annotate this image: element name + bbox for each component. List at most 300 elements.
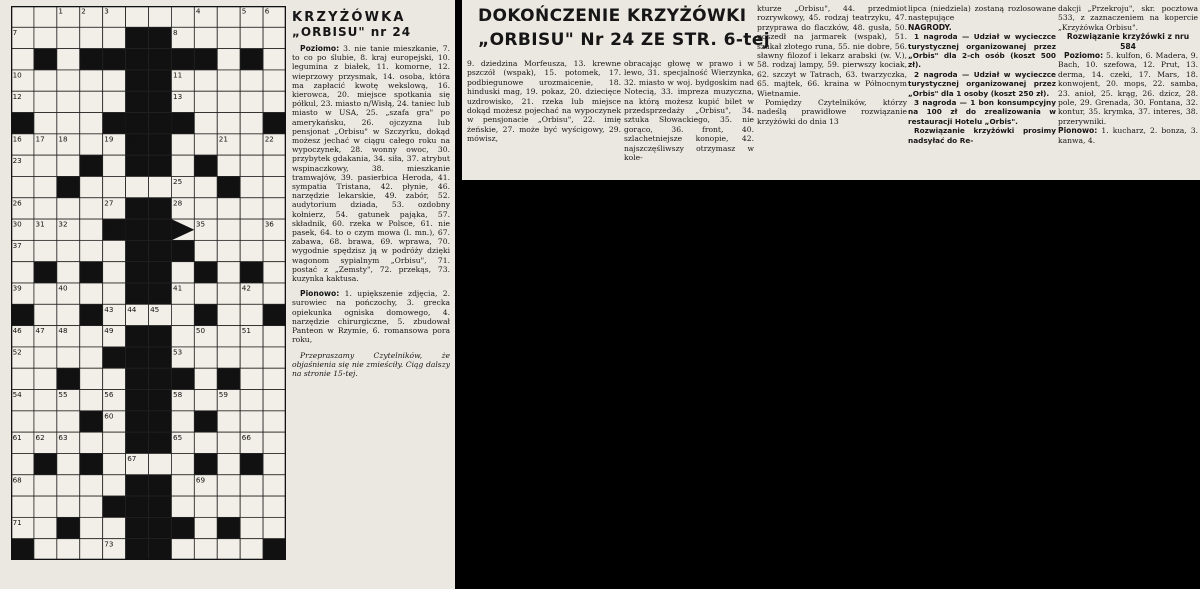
grid-block [240,453,263,474]
clue-number-23: 23 [12,155,22,165]
grid-block [149,113,172,134]
grid-block [126,70,149,91]
grid-cell [217,49,240,70]
grid-cell [171,496,194,517]
grid-block [80,49,103,70]
grid-cell [57,27,80,48]
grid-block [149,219,172,240]
grid-cell [57,539,80,560]
grid-cell [171,411,194,432]
clue-number-42: 42 [241,283,251,293]
grid-block [149,198,172,219]
grid-cell [103,27,126,48]
grid-block [103,347,126,368]
grid-block [217,176,240,197]
clue-number-61: 61 [12,432,22,442]
grid-block [34,262,57,283]
clue-number-12: 12 [12,91,22,101]
grid-cell [240,27,263,48]
clue-number-45: 45 [150,304,160,314]
grid-cell [57,304,80,325]
grid-cell [103,262,126,283]
clue-number-46: 46 [12,326,22,336]
grid-cell [263,70,286,91]
grid-cell [171,134,194,155]
grid-block [149,134,172,155]
grid-cell [194,91,217,112]
clue-number-20: 20 [127,134,137,144]
clue-number-22: 22 [264,134,274,144]
puzzle-title: KRZYŻÓWKA [292,10,406,25]
solution-across-heading: Poziomo: [1064,51,1104,61]
clue-number-30: 30 [12,219,22,229]
grid-block [240,49,263,70]
grid-cell [34,113,57,134]
clue-number-56: 56 [104,390,114,400]
grid-block [263,539,286,560]
prize-3: 3 nagroda — 1 bon konsumpcyjny na 100 zł do zrealizowania w restauracji Hotelu „Orbis". [908,98,1056,126]
clue-number-55: 55 [58,390,68,400]
grid-block [80,411,103,432]
grid-block [171,368,194,389]
grid-cell [217,262,240,283]
grid-cell [171,262,194,283]
grid-cell [103,70,126,91]
clue-number-37: 37 [12,241,22,250]
clue-number-47: 47 [35,326,45,336]
grid-cell [194,517,217,538]
grid-block [126,113,149,134]
grid-cell [57,198,80,219]
clue-number-44: 44 [127,304,137,314]
grid-cell [263,240,286,261]
grid-cell [171,326,194,347]
grid-cell [80,390,103,411]
grid-cell [217,475,240,496]
clue-number-72: 72 [173,518,183,527]
grid-cell [263,517,286,538]
grid-cell [103,453,126,474]
prize-intro: Pomiędzy Czytelników, którzy nadeślą prawidłowe rozwiązanie krzyżówki do dnia 13 [757,98,907,126]
grid-cell [240,91,263,112]
grid-block [80,304,103,325]
grid-cell [194,539,217,560]
clue-number-53: 53 [173,347,183,357]
grid-cell [194,347,217,368]
solution-heading: Rozwiązanie krzyżówki z nru 584 [1066,32,1190,51]
clue-number-15: 15 [173,113,183,123]
grid-cell [194,432,217,453]
grid-block [149,27,172,48]
grid-cell [57,262,80,283]
grid-cell [149,6,172,27]
grid-block [149,49,172,70]
clue-number-49: 49 [104,326,114,336]
grid-cell [171,6,194,27]
grid-cell [80,432,103,453]
grid-block [149,496,172,517]
grid-block [126,517,149,538]
clue-number-8: 8 [173,27,178,37]
clue-number-1: 1 [58,6,63,16]
grid-cell [263,283,286,304]
clue-number-60: 60 [104,411,114,421]
grid-block [80,262,103,283]
grid-cell [103,368,126,389]
continuation-heading [478,4,798,52]
send-address: dakcji „Przekroju", skr. pocztowa 533, z zaznaczeniem na kopercie „Krzyżówka Orbisu". [1058,4,1198,32]
grid-cell [217,283,240,304]
clue-number-40: 40 [58,283,68,293]
grid-cell [103,517,126,538]
grid-cell [80,70,103,91]
send-instructions: Rozwiązanie krzyżówki prosimy nadsyłać do Re- [908,126,1056,145]
grid-cell [80,539,103,560]
clue-number-73: 73 [104,539,114,549]
grid-cell [80,475,103,496]
grid-block [194,304,217,325]
grid-block [149,91,172,112]
grid-cell [80,176,103,197]
clue-number-50: 50 [195,326,206,336]
grid-block [194,262,217,283]
grid-cell [149,453,172,474]
grid-cell [57,496,80,517]
grid-cell [34,240,57,261]
grid-cell [194,176,217,197]
grid-cell [263,176,286,197]
grid-cell [103,475,126,496]
grid-block [11,539,34,560]
grid-cell [240,155,263,176]
grid-cell [57,113,80,134]
grid-cell [263,432,286,453]
across-clues [292,44,450,283]
grid-block [194,453,217,474]
grid-cell [57,91,80,112]
grid-cell [34,475,57,496]
grid-cell [34,70,57,91]
clue-number-35: 35 [195,219,206,229]
clue-number-5: 5 [241,6,247,16]
grid-cell [80,27,103,48]
clue-number-34: 34 [127,219,137,229]
clue-number-58: 58 [173,390,183,400]
clue-number-54: 54 [12,390,22,400]
remaining-clues: kturze „Orbisu", 44. przedmiot rozrywkowy, 45. rodzaj teatrzyku, 47. przyprawa do flaczków, 48. gusła, 50. poszedł na jarmarek (wspak), 51. szukał złotego runa, 55. nie dobre, 56. sławny filozof i lekarz arabski (w. V.), 58. rodzaj lampy, 59. pierwszy kociak, 62. szczyt w Tatrach, 63. twarzyczka, 65. majtek, 66. kraina w Północnym Wietnamie. [757,4,907,98]
grid-cell [240,496,263,517]
clue-number-70: 70 [127,496,137,506]
clue-number-69: 69 [195,475,206,485]
grid-cell [103,432,126,453]
across-heading: Poziomo: [300,44,340,53]
grid-cell [217,27,240,48]
grid-cell [80,134,103,155]
clue-number-66: 66 [241,432,251,442]
grid-cell [240,304,263,325]
grid-cell [240,475,263,496]
prize-1: 1 nagroda — Udział w wycieczce turystycznej organizowanej przez „Orbis" dla 2-ch osób (koszt 500 zł). [908,32,1056,70]
clue-number-41: 41 [173,283,183,293]
grid-block [263,113,286,134]
grid-cell [240,176,263,197]
grid-cell [103,155,126,176]
grid-cell [80,198,103,219]
continuation-heading-line1: DOKOŃCZENIE KRZYŻÓWKI [478,6,747,26]
grid-cell [217,240,240,261]
grid-cell [103,176,126,197]
grid-block [57,517,80,538]
grid-cell [217,411,240,432]
continuation-column-4 [908,4,1056,145]
down-clues-text: 1. upiększenie zdjęcia, 2. surowiec na pończochy, 3. grecka opiekunka ogniska domowego, 4. narzędzie chirurgiczne, 5. zbudował Panteon w Rzymie, 6. romansowa pora roku, [292,289,450,345]
grid-block [263,304,286,325]
crossword-page [0,0,455,589]
clue-number-31: 31 [35,219,45,229]
grid-cell [34,6,57,27]
puzzle-column [292,10,450,585]
clue-number-52: 52 [12,347,22,357]
grid-cell [194,113,217,134]
grid-block [126,49,149,70]
clue-number-51: 51 [241,326,251,336]
grid-cell [80,326,103,347]
grid-cell [240,198,263,219]
grid-block [171,49,194,70]
grid-cell [80,347,103,368]
clue-number-28: 28 [173,198,183,208]
grid-cell [263,198,286,219]
grid-cell [217,6,240,27]
clue-number-13: 13 [173,91,183,101]
grid-block [149,347,172,368]
grid-block [149,283,172,304]
grid-cell [80,517,103,538]
grid-block [126,240,149,261]
grid-cell [57,155,80,176]
grid-cell [11,368,34,389]
continuation-page [462,0,1200,180]
grid-cell [263,453,286,474]
clue-number-68: 68 [12,475,22,485]
grid-block [34,49,57,70]
grid-cell [263,368,286,389]
grid-cell [240,368,263,389]
grid-block [149,70,172,91]
clue-number-4: 4 [195,6,201,16]
clue-number-27: 27 [104,198,114,208]
grid-cell [80,240,103,261]
clue-number-71: 71 [12,518,22,527]
grid-cell [57,70,80,91]
grid-cell [240,70,263,91]
clue-number-39: 39 [12,283,22,293]
grid-cell [240,411,263,432]
grid-block [126,347,149,368]
grid-cell [263,475,286,496]
grid-cell [11,49,34,70]
grid-cell [57,347,80,368]
grid-cell [34,411,57,432]
apology-note: Przepraszamy Czytelników, że objaśnienia się nie zmieściły. Ciąg dalszy na stronie 15-tej. [292,350,450,378]
grid-cell [263,27,286,48]
clue-number-62: 62 [35,432,45,442]
grid-cell [217,155,240,176]
grid-cell [57,240,80,261]
grid-cell [194,390,217,411]
grid-cell [34,198,57,219]
grid-block [126,326,149,347]
grid-cell [263,155,286,176]
grid-cell [194,198,217,219]
grid-block [149,155,172,176]
grid-cell [34,368,57,389]
crossword-grid-svg [11,6,286,560]
grid-cell [217,539,240,560]
grid-block [217,517,240,538]
grid-cell [194,283,217,304]
grid-block [80,155,103,176]
clue-number-32: 32 [58,219,68,229]
grid-cell [126,176,149,197]
grid-cell [217,70,240,91]
grid-cell [171,475,194,496]
grid-cell [217,198,240,219]
grid-block [149,326,172,347]
grid-cell [240,113,263,134]
grid-cell [11,496,34,517]
grid-cell [57,411,80,432]
grid-cell [11,262,34,283]
clue-number-21: 21 [218,134,228,144]
grid-cell [171,539,194,560]
clue-number-19: 19 [104,134,114,144]
grid-cell [194,496,217,517]
grid-block [126,539,149,560]
clue-number-6: 6 [264,6,270,16]
grid-cell [34,304,57,325]
grid-cell [263,411,286,432]
grid-cell [171,155,194,176]
grid-cell [80,91,103,112]
clue-number-10: 10 [12,70,22,80]
clue-number-65: 65 [173,432,183,442]
grid-block [194,411,217,432]
grid-block [126,283,149,304]
grid-block [149,262,172,283]
grid-block [126,432,149,453]
clue-number-63: 63 [58,432,68,442]
clue-number-25: 25 [173,177,183,187]
grid-cell [217,113,240,134]
continuation-column-2: obracając głowę w prawo i w lewo, 31. specjalność Wierzynka, 32. miasto w woj. bydgoskim nad Notecią, 33. impreza muzyczna, na którą możesz kupić bilet w przedsprzedaży „Orbisu", 34. sztuka Słowackiego, 35. nie gorąco, 36. front, 40. szlachetniejsze konopie, 42. najszczęśliwszy otrzymasz w kole- [624,59,754,163]
grid-cell [217,347,240,368]
grid-cell [263,390,286,411]
continuation-heading-line2: „ORBISU" Nr 24 ZE STR. 6-tej [478,30,770,50]
solution-down [1058,126,1198,145]
grid-cell [103,283,126,304]
grid-cell [217,219,240,240]
grid-cell [34,496,57,517]
grid-cell [171,304,194,325]
grid-cell [11,411,34,432]
grid-block [103,496,126,517]
grid-block [149,475,172,496]
crossword-grid [11,6,286,560]
grid-cell [240,517,263,538]
grid-block [149,411,172,432]
grid-cell [57,453,80,474]
clue-number-38: 38 [173,241,183,250]
grid-block [149,368,172,389]
across-clues-text: 3. nie tanie mieszkanie, 7. to co po ślubie, 8. kraj europejski, 10. legumina z białek, 11. komorne, 12. wieprzowy przysmak, 14. osoba, która ma zapłacić kwotę wekslową, 16. kierowca, 20. miejsce spotkania się półkul, 23. miasto n/Wisłą, 24. taniec lub miasto w USA, 25. „szafa gra" po amerykańsku, 26. ojczyzna lub pensjonat „Orbisu" w Szczyrku, dokąd możesz jechać w ciągu całego roku na wypoczynek, 28. wonny owoc, 30. przybytek gdakania, 34. siła, 37. atrybut wspinaczkowy, 38. mieszkanie tramwajów, 39. pasierbica Heroda, 41. sympatia Tristana, 42. płynie, 46. narzędzie lekarskie, 49. zabór, 52. audytorium dziada, 53. ozdobny kołnierz, 54. gatunek pająka, 57. składnik, 60. rzeka w Polsce, 61. nie pasek, 64. to o czym mowa (l. mn.), 67. zabawa, 68. brawa, 69. wprawa, 70. wygodnie spędzisz ją w podróży dzięki wagonom sypialnym „Orbisu", 71. postać z „Zemsty", 72. przekąs, 73. kuzynka kaktusa. [292,44,450,284]
grid-cell [34,27,57,48]
grid-cell [263,262,286,283]
grid-cell [194,240,217,261]
grid-block [126,368,149,389]
grid-cell [263,49,286,70]
clue-number-59: 59 [218,390,228,400]
grid-cell [80,368,103,389]
clue-number-57: 57 [150,390,160,400]
grid-cell [263,91,286,112]
grid-cell [240,390,263,411]
grid-cell [217,304,240,325]
grid-cell [263,347,286,368]
solution-down-heading: Pionowo: [1058,126,1098,136]
grid-cell [263,496,286,517]
grid-cell [194,70,217,91]
grid-cell [80,283,103,304]
clue-number-3: 3 [104,6,109,16]
continuation-column-5 [1058,4,1198,145]
grid-cell [80,496,103,517]
down-clues [292,289,450,344]
solution-across [1058,51,1198,126]
clue-number-11: 11 [173,70,183,80]
grid-block [126,475,149,496]
grid-cell [80,219,103,240]
grid-block [149,539,172,560]
clue-number-2: 2 [81,6,86,16]
grid-cell [34,539,57,560]
grid-cell [34,91,57,112]
grid-cell [194,27,217,48]
grid-cell [171,453,194,474]
grid-cell [57,49,80,70]
grid-cell [80,113,103,134]
continuation-column-1: 9. dziedzina Morfeusza, 13. krewne pszczół (wspak), 15. potomek, 17. podbiegunowe urozmaicenie, 18. hinduski mag, 19. pokaz, 20. dziecięce uzdrowisko, 21. rzeka lub miejsce dokąd możesz pojechać na wypoczynek w pensjonacie „Orbisu", 22. imię żeńskie, 27. może być wyścigowy, 29. mówisz, [467,59,621,144]
grid-block [217,368,240,389]
grid-cell [34,283,57,304]
clue-number-14: 14 [12,113,22,123]
grid-cell [217,432,240,453]
grid-cell [217,91,240,112]
grid-cell [34,155,57,176]
clue-number-24: 24 [195,155,206,165]
grid-cell [34,517,57,538]
grid-cell [34,390,57,411]
prize-2: 2 nagroda — Udział w wycieczce turystycznej organizowanej przez „Orbis" dla 1 osoby (koszt 250 zł). [908,69,1056,98]
grid-cell [34,176,57,197]
grid-cell [194,368,217,389]
grid-cell [57,475,80,496]
grid-cell [217,496,240,517]
grid-block [126,390,149,411]
clue-number-67: 67 [127,454,137,464]
clue-number-36: 36 [264,219,274,229]
clue-number-16: 16 [12,134,22,144]
